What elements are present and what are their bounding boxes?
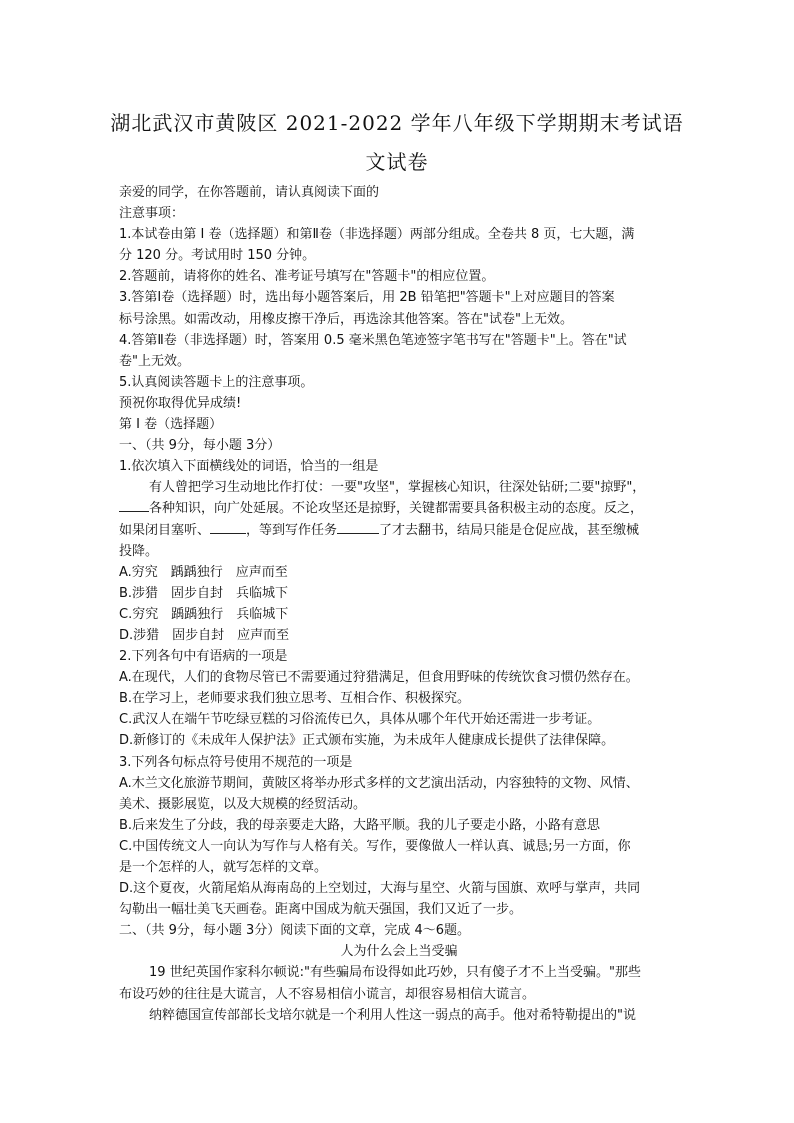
notice-line: 4.答第Ⅱ卷（非选择题）时，答案用 0.5 毫米黑色笔迹签字笔书写在"答题卡"上。答在"试 xyxy=(119,332,627,348)
exam-title-line2: 文试卷 xyxy=(365,150,429,174)
q2-option: B.在学习上，老师要求我们独立思考、互相合作、积极探究。 xyxy=(119,691,471,707)
notice-line: 分 120 分。考试用时 150 分钟。 xyxy=(119,248,316,264)
q3-stem: 3.下列各句标点符号使用不规范的一项是 xyxy=(119,754,353,770)
q3-option-line: D.这个夏夜，火箭尾焰从海南岛的上空划过，大海与星空、火箭与国旗、欢呼与掌声，共同 xyxy=(119,881,641,897)
q3-option-line: C.中国传统文人一向认为写作与人格有关。写作，要像做人一样认真、诚恳;另一方面，你 xyxy=(119,838,631,854)
q3-option-line: 是一个怎样的人，就写怎样的文章。 xyxy=(119,860,328,875)
article-paragraph-line: 布设巧妙的往往是大谎言，人不容易相信小谎言，却很容易相信大谎言。 xyxy=(119,986,536,1002)
part1-heading: 第 I 卷（选择题） xyxy=(119,417,223,433)
q1-passage-line: 投降。 xyxy=(119,543,159,559)
exam-content xyxy=(119,182,679,1026)
notice-line: 5.认真阅读答题卡上的注意事项。 xyxy=(119,374,314,390)
answer-blank xyxy=(210,520,246,534)
notice-line: 3.答第Ⅰ卷（选择题）时，选出每小题答案后，用 2B 铅笔把"答题卡"上对应题目的答案 xyxy=(119,290,615,306)
q2-option: A.在现代，人们的食物尽管已不需要通过狩猎满足，但食用野味的传统饮食习惯仍然存在。 xyxy=(119,670,639,686)
q1-passage-text: ，等到写作任务 xyxy=(246,522,338,538)
q1-stem: 1.依次填入下面横线处的词语，恰当的一组是 xyxy=(119,459,379,475)
q1-option: D.涉猎 固步自封 应声而至 xyxy=(119,627,290,643)
answer-blank xyxy=(337,520,379,534)
q1-passage-line: 有人曾把学习生动地比作打仗：一要"攻坚"，掌握核心知识，往深处钻研;二要"掠野"， xyxy=(149,480,646,496)
q2-option: C.武汉人在端午节吃绿豆糕的习俗流传已久，具体从哪个年代开始还需进一步考证。 xyxy=(119,712,601,728)
article-title: 人为什么会上当受骗 xyxy=(340,944,458,960)
exam-title-line1: 湖北武汉市黄陂区 2021-2022 学年八年级下学期期末考试语 xyxy=(110,111,684,135)
answer-blank xyxy=(119,498,149,512)
article-paragraph-line: 纳粹德国宣传部部长戈培尔就是一个利用人性这一弱点的高手。他对希特勒提出的"说 xyxy=(149,1007,636,1023)
q1-option: C.穷究 踽踽独行 兵临城下 xyxy=(119,606,289,622)
notice-line: 注意事项： xyxy=(119,206,185,222)
section2-heading: 二、（共 9分，每小题 3分）阅读下面的文章，完成 4～6题。 xyxy=(119,923,470,939)
q3-option-line: A.木兰文化旅游节期间，黄陂区将举办形式多样的文艺演出活动，内容独特的文物、风情、 xyxy=(119,775,639,791)
q1-option: B.涉猎 固步自封 兵临城下 xyxy=(119,585,289,601)
q1-passage-line xyxy=(119,498,679,519)
notice-line: 2.答题前，请将你的姓名、准考证号填写在"答题卡"的相应位置。 xyxy=(119,269,495,285)
q2-stem: 2.下列各句中有语病的一项是 xyxy=(119,649,288,665)
q3-option-line: 美术、摄影展览，以及大规模的经贸活动。 xyxy=(119,796,367,812)
section1-heading: 一、（共 9分，每小题 3分） xyxy=(119,438,281,454)
q3-option-line: 勾勒出一幅壮美飞天画卷。距离中国成为航天强国，我们又近了一步。 xyxy=(119,902,523,918)
q1-option: A.穷究 踽踽独行 应声而至 xyxy=(119,564,288,580)
q1-passage-text: 如果闭目塞听、 xyxy=(119,522,211,538)
q3-option-line: B.后来发生了分歧，我的母亲要走大路，大路平顺。我的儿子要走小路，小路有意思 xyxy=(119,817,601,833)
article-paragraph-line: 19 世纪英国作家科尔顿说:"有些骗局布设得如此巧妙，只有傻子才不上当受骗。"那些 xyxy=(149,965,642,981)
q2-option: D.新修订的《未成年人保护法》正式颁布实施，为未成年人健康成长提供了法律保障。 xyxy=(119,733,615,749)
notice-line: 标号涂黑。如需改动，用橡皮擦干净后，再选涂其他答案。答在"试卷"上无效。 xyxy=(119,311,573,327)
notice-line: 卷"上无效。 xyxy=(119,353,190,369)
notice-line: 预祝你取得优异成绩! xyxy=(119,395,242,411)
q1-passage-text: 各种知识，向广处延展。不论攻坚还是掠野，关键都需要具备积极主动的态度。反之， xyxy=(149,501,644,517)
notice-line: 1.本试卷由第 I 卷（选择题）和第Ⅱ卷（非选择题）两部分组成。全卷共 8 页，七大题，满 xyxy=(119,227,635,243)
notice-line: 亲爱的同学，在你答题前，请认真阅读下面的 xyxy=(119,185,380,200)
q1-passage-line xyxy=(119,520,679,541)
q1-passage-text: 了才去翻书，结局只能是仓促应战，甚至缴械 xyxy=(379,522,640,538)
